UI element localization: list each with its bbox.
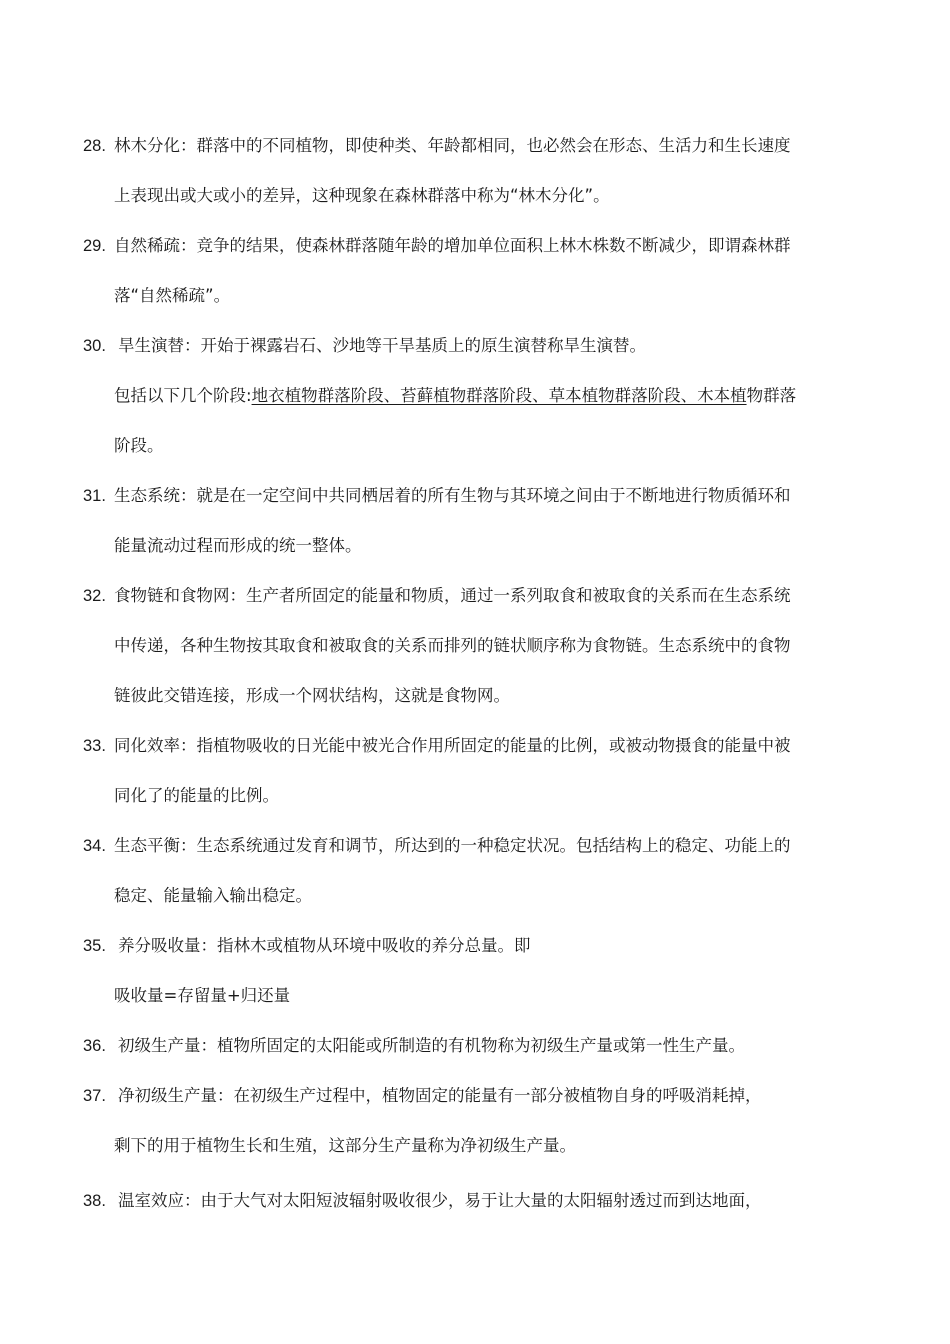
entry-text-line: 生态系统：就是在一定空间中共同栖居着的所有生物与其环境之间由于不断地进行物质循环和	[114, 486, 791, 505]
entry-text-line: 同化效率：指植物吸收的日光能中被光合作用所固定的能量的比例，或被动物摄食的能量中被	[114, 736, 791, 755]
entry-text-line: 生态平衡：生态系统通过发育和调节，所达到的一种稳定状况。包括结构上的稳定、功能上的	[114, 836, 791, 855]
entry-number: 29.	[83, 237, 106, 255]
entry-text-line: 中传递，各种生物按其取食和被取食的关系而排列的链状顺序称为食物链。生态系统中的食物	[114, 636, 791, 655]
entry-text-line: 养分吸收量：指林木或植物从环境中吸收的养分总量。即	[118, 936, 531, 955]
entry-number: 38.	[83, 1192, 106, 1210]
entry-number: 35.	[83, 937, 106, 955]
entry-text-line: 净初级生产量：在初级生产过程中，植物固定的能量有一部分被植物自身的呼吸消耗掉，	[118, 1086, 762, 1105]
entry-number: 32.	[83, 587, 106, 605]
entry-text-line: 食物链和食物网：生产者所固定的能量和物质，通过一系列取食和被取食的关系而在生态系统	[114, 586, 791, 605]
entry-text-line: 剩下的用于植物生长和生殖，这部分生产量称为净初级生产量。	[114, 1136, 576, 1155]
entry-text-line: 温室效应：由于大气对太阳短波辐射吸收很少，易于让大量的太阳辐射透过而到达地面，	[118, 1191, 762, 1210]
entry-number: 33.	[83, 737, 106, 755]
entry-number: 37.	[83, 1087, 106, 1105]
entry-number: 34.	[83, 837, 106, 855]
entry-text-line: 链彼此交错连接，形成一个网状结构，这就是食物网。	[114, 686, 510, 705]
stages-prefix: 包括以下几个阶段:	[114, 386, 252, 405]
stages-line	[114, 385, 796, 407]
entry-text-line: 自然稀疏：竞争的结果，使森林群落随年龄的增加单位面积上林木株数不断减少，即谓森林群	[114, 236, 791, 255]
entry-text-line: 同化了的能量的比例。	[114, 786, 279, 805]
entry-text-line: 落“自然稀疏”。	[114, 286, 231, 305]
entry-number: 31.	[83, 487, 106, 505]
entry-text-line: 旱生演替：开始于裸露岩石、沙地等干旱基质上的原生演替称旱生演替。	[118, 336, 646, 355]
entry-text-line: 能量流动过程而形成的统一整体。	[114, 536, 362, 555]
entry-number: 36.	[83, 1037, 106, 1055]
entry-text-line: 稳定、能量输入输出稳定。	[114, 886, 312, 905]
entry-text-line: 吸收量=存留量+归还量	[114, 986, 291, 1005]
entry-number: 30.	[83, 337, 106, 355]
entry-text-line: 阶段。	[114, 436, 164, 455]
entry-text-line: 初级生产量：植物所固定的太阳能或所制造的有机物称为初级生产量或第一性生产量。	[118, 1036, 745, 1055]
entry-text-line: 林木分化：群落中的不同植物，即使种类、年龄都相同，也必然会在形态、生活力和生长速度	[114, 136, 791, 155]
stages-underlined: 地衣植物群落阶段、苔藓植物群落阶段、草本植物群落阶段、木本植	[251, 386, 747, 405]
entry-number: 28.	[83, 137, 106, 155]
entry-text-line: 上表现出或大或小的差异，这种现象在森林群落中称为“林木分化”。	[114, 186, 610, 205]
stages-suffix: 物群落	[746, 386, 797, 405]
